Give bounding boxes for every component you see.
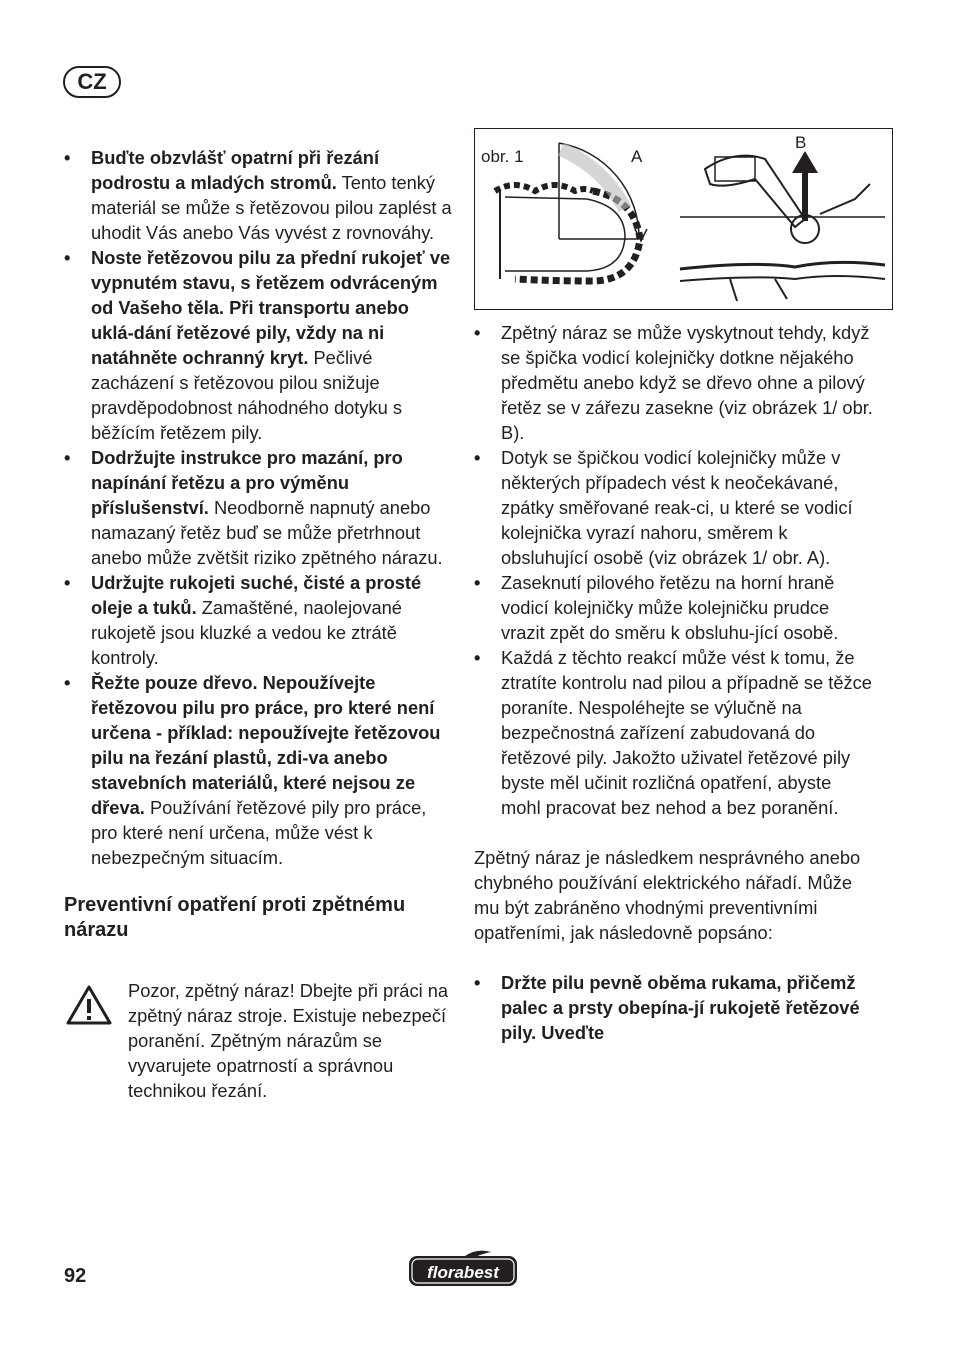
list-item: • Držte pilu pevně oběma rukama, přičemž palec a prsty obepína-jí rukojetě řetězové pily. Uveďte [474,970,874,1045]
logo-text: florabest [427,1263,499,1282]
list-item: • Každá z těchto reakcí může vést k tomu, že ztratíte kontrolu nad pilou a případně se těžce poraníte. Nespoléhejte se výlučně na bezpečnostná zařízení zabudovaná do řetězové pily. Jakožto uživatel řetězové pily byste měl učinit rozličná opatření, abyste mohl pracovat bez nehod a bez poranění. [474,645,874,820]
left-column [64,145,454,1103]
list-item: • Noste řetězovou pilu za přední rukojeť ve vypnutém stavu, s řetězem odvráceným od Vašeho těla. Při transportu anebo uklá-dání řetězové pily, vždy na ni natáhněte ochranný kryt. Pečlivé zacházení s řetězovou pilou snižuje pravděpodobnost náhodného dotyku s běžícím řetězem pily. [64,245,454,445]
chainsaw-illustration [475,129,894,311]
language-badge: CZ [63,66,121,98]
warning-note [64,978,454,1103]
list-item: • Zpětný náraz se může vyskytnout tehdy, když se špička vodicí kolejničky dotkne nějakého předmětu anebo když se dřevo ohne a pilový řetěz se v zářezu zasekne (viz obrázek 1/ obr. B). [474,320,874,445]
list-item: • Řežte pouze dřevo. Nepoužívejte řetězovou pilu pro práce, pro které není určena - příklad: nepoužívejte řetězovou pilu na řezání plastů, zdi-va anebo stavebních materiálů, které nejsou ze dřeva. Používání řetězové pily pro práce, pro které není určena, může vést k nebezpečným situacím. [64,670,454,870]
figure-label-b: B [795,133,807,152]
left-bullet-list [64,145,454,870]
right-bullet-list [474,320,874,820]
figure-label: obr. 1 [481,147,524,166]
page-number: 92 [64,1265,87,1287]
figure-label-a: A [631,147,643,166]
warning-icon [66,984,112,1026]
warning-text: Pozor, zpětný náraz! Dbejte při práci na zpětný náraz stroje. Existuje nebezpečí poranění. Zpětným nárazům se vyvarujete opatrností a správnou technikou řezání. [128,980,449,1101]
list-item: • Buďte obzvlášť opatrní při řezání podrostu a mladých stromů. Tento tenký materiál se může s řetězovou pilou zaplést a uhodit Vás anebo Vás vyvést z rovnováhy. [64,145,454,245]
list-item: • Udržujte rukojeti suché, čisté a prosté oleje a tuků. Zamaštěné, naolejované rukojetě jsou kluzké a vedou ke ztrátě kontroly. [64,570,454,670]
list-item: • Dotyk se špičkou vodicí kolejničky může v některých případech vést k neočekávané, zpátky směřované reak-ci, u které se vodicí kolejnička vyrazí nahoru, směrem k obsluhující osobě (viz obrázek 1/ obr. A). [474,445,874,570]
list-item: • Zaseknutí pilového řetězu na horní hraně vodicí kolejničky může kolejničku prudce vrazit zpět do směru k obsluhu-jící osobě. [474,570,874,645]
body-paragraph: Zpětný náraz je následkem nesprávného anebo chybného používání elektrického nářadí. Může mu být zabráněno vhodnými preventivními opatřeními, jak následovně popsáno: [474,847,861,943]
florabest-logo [407,1250,519,1290]
kickback-figure [474,128,893,310]
right-column [474,320,874,1045]
list-item: • Dodržujte instrukce pro mazání, pro napínání řetězu a pro výměnu příslušenství. Neodborně napnutý anebo namazaný řetěz buď se může přetrhnout anebo může zvětšit riziko zpětného nárazu. [64,445,454,570]
right-bullet-list-2 [474,970,874,1045]
section-heading: Preventivní opatření proti zpětnému nárazu [64,894,406,941]
